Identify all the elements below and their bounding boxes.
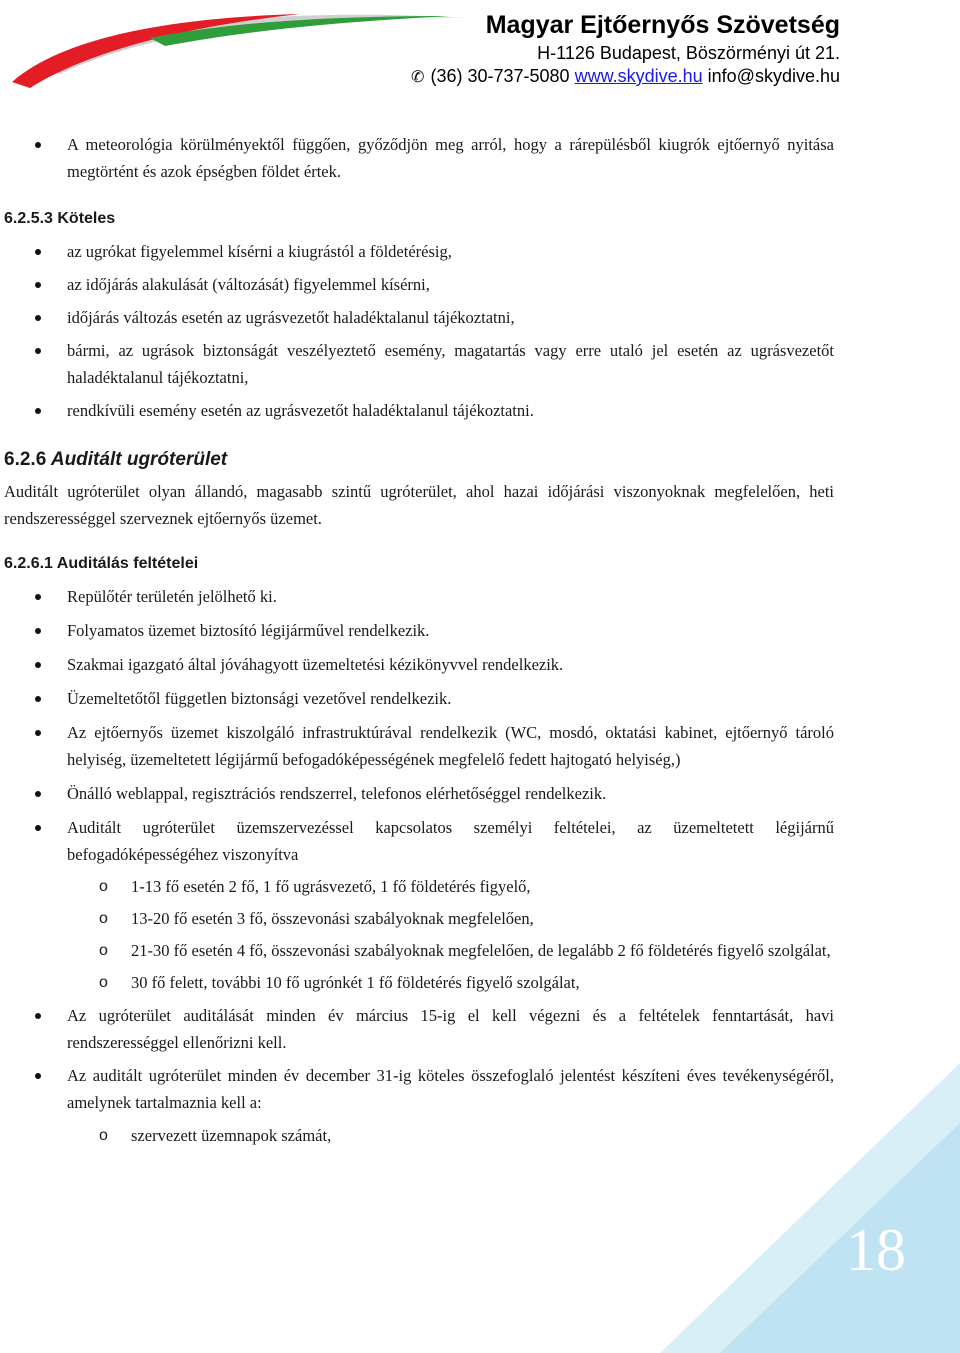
organization-header xyxy=(411,10,840,90)
list-item xyxy=(4,397,834,424)
sub-list-item xyxy=(4,937,834,964)
organization-address: H-1126 Budapest, Böszörményi út 21. xyxy=(537,43,840,63)
list-item xyxy=(4,617,834,644)
list-item xyxy=(4,1002,834,1056)
sub-list-item xyxy=(4,873,834,900)
list-item-text: Auditált ugróterület üzemszervezéssel kapcsolatos személyi feltételei, az üzemeltetett légijárnű befogadóképességéhez viszonyítva xyxy=(67,818,834,864)
sub-list-item-text: 30 fő felett, további 10 fő ugrónkét 1 fő földetérés figyelő szolgálat, xyxy=(131,973,580,992)
list-item xyxy=(4,685,834,712)
sub-list-item-text: 13-20 fő esetén 3 fő, összevonási szabályoknak megfelelően, xyxy=(131,909,534,928)
corner-triangle-dark xyxy=(720,1123,960,1353)
list-item xyxy=(4,719,834,773)
list-item-text: időjárás változás esetén az ugrásvezetőt haladéktalanul tájékoztatni, xyxy=(67,308,515,327)
list-item-text: az ugrókat figyelemmel kísérni a kiugrástól a földetérésig, xyxy=(67,242,452,261)
organization-contact xyxy=(411,64,840,90)
bullet-icon xyxy=(35,142,41,148)
list-item xyxy=(4,304,834,331)
bullet-icon xyxy=(35,348,41,354)
sub-list-item xyxy=(4,969,834,996)
paragraph: Auditált ugróterület olyan állandó, magasabb szintű ugróterület, ahol hazai időjárási viszonyoknak megfelelően, heti rendszerességgel szerveznek ejtőernyős üzemet. xyxy=(4,482,834,528)
logo-green-stroke xyxy=(150,16,450,46)
list-item-text: az időjárás alakulását (változását) figyelemmel kísérni, xyxy=(67,275,430,294)
list-item xyxy=(4,651,834,678)
list-item xyxy=(4,337,834,391)
organization-name: Magyar Ejtőernyős Szövetség xyxy=(485,11,840,39)
bullet-icon xyxy=(35,1073,41,1079)
document-body xyxy=(4,131,834,1149)
section-heading-6253: 6.2.5.3 Köteles xyxy=(4,210,116,227)
bullet-icon xyxy=(35,282,41,288)
list-item-text: Repülőtér területén jelölhető ki. xyxy=(67,587,277,606)
list-item-text: Önálló weblappal, regisztrációs rendszerrel, telefonos elérhetőséggel rendelkezik. xyxy=(67,784,607,803)
sub-list-item xyxy=(4,905,834,932)
sub-bullet-marker: o xyxy=(99,878,108,895)
bullet-icon xyxy=(35,825,41,831)
bullet-icon xyxy=(35,594,41,600)
bullet-icon xyxy=(35,696,41,702)
bullet-icon xyxy=(35,249,41,255)
list-item xyxy=(4,583,834,610)
bullet-icon xyxy=(35,628,41,634)
section-number: 6.2.6 xyxy=(4,449,47,470)
section-heading-626 xyxy=(4,446,834,473)
sub-bullet-marker: o xyxy=(99,910,108,927)
page-corner-decoration xyxy=(660,1063,960,1353)
sub-list-item-text: 21-30 fő esetén 4 fő, összevonási szabályoknak megfelelően, de legalább 2 fő földetérés figyelő szolgálat, xyxy=(131,941,831,960)
section-title: Auditált ugróterület xyxy=(50,449,228,470)
bullet-icon xyxy=(35,315,41,321)
email-address[interactable]: info@skydive.hu xyxy=(707,66,840,86)
federation-logo-swoosh xyxy=(0,0,470,90)
bullet-icon xyxy=(35,1013,41,1019)
sub-bullet-marker: o xyxy=(99,974,108,991)
list-item-text: Szakmai igazgató által jóváhagyott üzemeltetési kézikönyvvel rendelkezik. xyxy=(67,655,564,674)
sub-list-item-text: 1-13 fő esetén 2 fő, 1 fő ugrásvezető, 1 fő földetérés figyelő, xyxy=(131,877,531,896)
list-item-text: bármi, az ugrások biztonságát veszélyeztető esemény, magatartás vagy erre utaló jel esetén az ugrásvezetőt haladéktalanul tájékoztatni, xyxy=(67,341,834,387)
bullet-icon xyxy=(35,730,41,736)
list-item-text: rendkívüli esemény esetén az ugrásvezetőt haladéktalanul tájékoztatni. xyxy=(67,401,534,420)
page-number: 18 xyxy=(846,1217,906,1283)
sub-list-item-text: szervezett üzemnapok számát, xyxy=(131,1126,332,1145)
list-item-text: Az auditált ugróterület minden év december 31-ig köteles összefoglaló jelentést készíteni éves tevékenységéről, amelynek tartalmaznia kell a: xyxy=(67,1066,834,1112)
phone-icon: ✆ xyxy=(411,69,425,86)
list-item-text: Üzemeltetőtől független biztonsági vezetővel rendelkezik. xyxy=(67,689,452,708)
website-link[interactable]: www.skydive.hu xyxy=(574,66,703,86)
sub-bullet-marker: o xyxy=(99,942,108,959)
list-item xyxy=(4,780,834,807)
sub-bullet-marker: o xyxy=(99,1127,108,1144)
list-item-text: Az ugróterület auditálását minden év március 15-ig el kell végezni és a feltételek fenntartását, havi rendszerességgel ellenőrizni kell. xyxy=(67,1006,834,1052)
bullet-icon xyxy=(35,791,41,797)
list-item-text: Folyamatos üzemet biztosító légijárművel rendelkezik. xyxy=(67,621,430,640)
bullet-icon xyxy=(35,662,41,668)
list-item-text: Az ejtőernyős üzemet kiszolgáló infrastruktúrával rendelkezik (WC, mosdó, oktatási kabinet, ejtőernyő tároló helyiség, üzemeltetett légijármű befogadóképességének megfelelő fedett hajtogató helyiség,) xyxy=(67,723,834,769)
bullet-icon xyxy=(35,408,41,414)
phone-number: (36) 30-737-5080 xyxy=(430,66,570,86)
list-item xyxy=(4,238,834,265)
list-item xyxy=(4,131,834,185)
list-item-text: A meteorológia körülményektől függően, győződjön meg arról, hogy a rárepülésből kiugrók ejtőernyő nyitása megtörtént és azok épségben földet értek. xyxy=(67,135,834,181)
list-item xyxy=(4,814,834,868)
section-heading-6261: 6.2.6.1 Auditálás feltételei xyxy=(4,555,199,572)
list-item xyxy=(4,271,834,298)
